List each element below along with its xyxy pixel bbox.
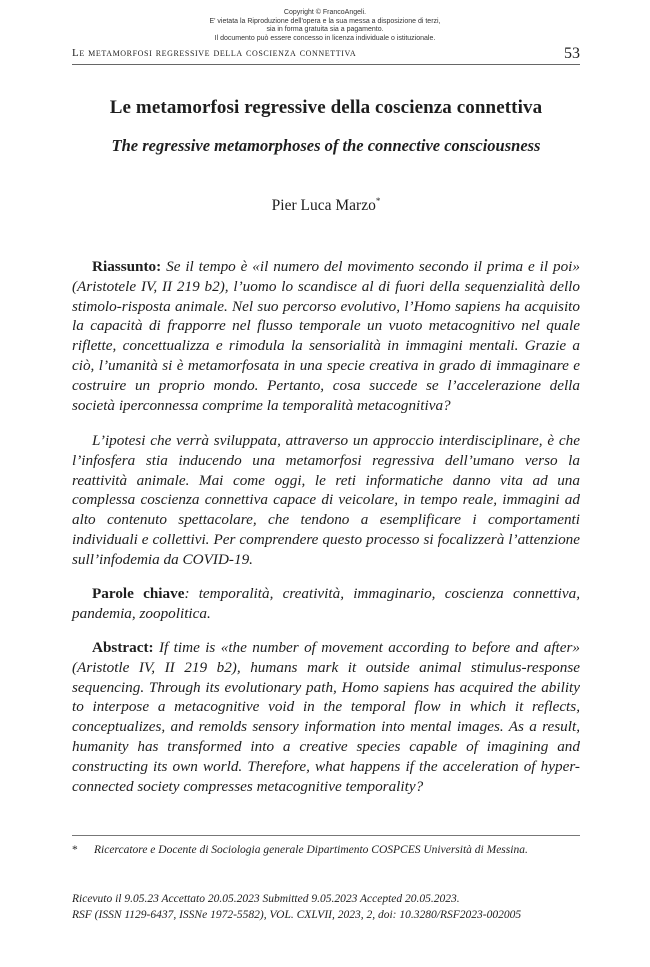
abstract-text: If time is «the number of movement according to before and after» (Aristotle IV, II 219 b2), humans mark it outside animal stimulus-response sequencing. Through its evolutionary path, Homo sapiens has acquired the ability to interpose a metacognitive void in the temporal flow in which it reflects, conceptualizes, and remolds sensory information into mental images. As a result, humanity has transformed into a creative species capable of imagining and constructing its own world. Therefore, what happens if the acceleration of hyper-connected society compresses metacognitive temporality? <box>72 639 580 795</box>
journal-citation: RSF (ISSN 1129-6437, ISSNe 1972-5582), VOL. CXLVII, 2023, 2, doi: 10.3280/RSF2023-002005 <box>72 909 522 921</box>
riassunto-paragraph-2: L’ipotesi che verrà sviluppata, attraverso un approccio interdisciplinare, è che l’infosfera stia inducendo una metamorfosi regressiva dell’umano verso la reattività animale. Mai come oggi, le reti informatiche danno vita ad una complessa coscienza connettiva capace di veicolare, in tempo reale, immagini ad alto contenuto spettacolare, che tendono a esemplificare i comportamenti individuali e collettivi. Per comprendere questo processo si focalizzerà l’attenzione sull’infodemia da COVID-19. <box>72 432 580 568</box>
article-subtitle: The regressive metamorphoses of the connective consciousness <box>111 136 541 155</box>
copyright-line: Il documento può essere concesso in licenza individuale o istituzionale. <box>214 34 436 42</box>
keywords-paragraph <box>72 584 580 624</box>
riassunto-paragraph <box>72 257 580 415</box>
received-dates: Ricevuto il 9.05.23 Accettato 20.05.2023 Submitted 9.05.2023 Accepted 20.05.2023. <box>72 893 460 905</box>
article-title: Le metamorfosi regressive della coscienza connettiva <box>109 97 543 118</box>
keywords-text: : temporalità, creatività, immaginario, coscienza connettiva, pandemia, zoopolitica. <box>72 585 580 622</box>
author-name: Pier Luca Marzo <box>271 197 376 214</box>
publication-info <box>72 891 592 923</box>
page-number: 53 <box>564 45 580 62</box>
copyright-line: E' vietata la Riproduzione dell'opera e la sua messa a disposizione di terzi, <box>209 17 441 25</box>
keywords-label: Parole chiave <box>92 585 185 602</box>
copyright-line: sia in forma gratuita sia a pagamento. <box>266 26 384 34</box>
author-line <box>72 197 580 215</box>
author-footnote-mark: * <box>375 195 381 206</box>
copyright-line: Copyright © FrancoAngeli. <box>283 9 367 16</box>
copyright-notice <box>0 9 650 43</box>
abstract-paragraph <box>72 638 580 796</box>
footnote-text: Ricercatore e Docente di Sociologia generale Dipartimento COSPCES Università di Messina. <box>94 844 528 856</box>
abstract-label: Abstract: <box>92 639 154 656</box>
footnote-divider <box>72 835 580 836</box>
footnote <box>72 843 580 858</box>
riassunto-text: Se il tempo è «il numero del movimento secondo il prima e il poi» (Aristotele IV, II 219 b2), l’uomo lo scandisce al di fuori della sequenzialità dello stimolo-risposta animale. Nel suo percorso evolutivo, l’Homo sapiens ha acquisito la capacità di frapporre nel flusso temporale un vuoto metacognitivo nel quale riflette, concettualizza e rimodula la sensorialità in immagini mentali. Grazie a ciò, l’umanità si è metamorfosata in una specie creativa in grado di immaginare e costruire un proprio mondo. Pertanto, cosa succede se l’accelerazione della società iperconnessa comprime la temporalità metacognitiva? <box>72 258 580 414</box>
running-title: Le metamorfosi regressive della coscienza connettiva <box>72 47 357 59</box>
header-divider <box>72 64 580 65</box>
riassunto-label: Riassunto: <box>92 258 162 275</box>
footnote-mark: * <box>72 844 78 856</box>
